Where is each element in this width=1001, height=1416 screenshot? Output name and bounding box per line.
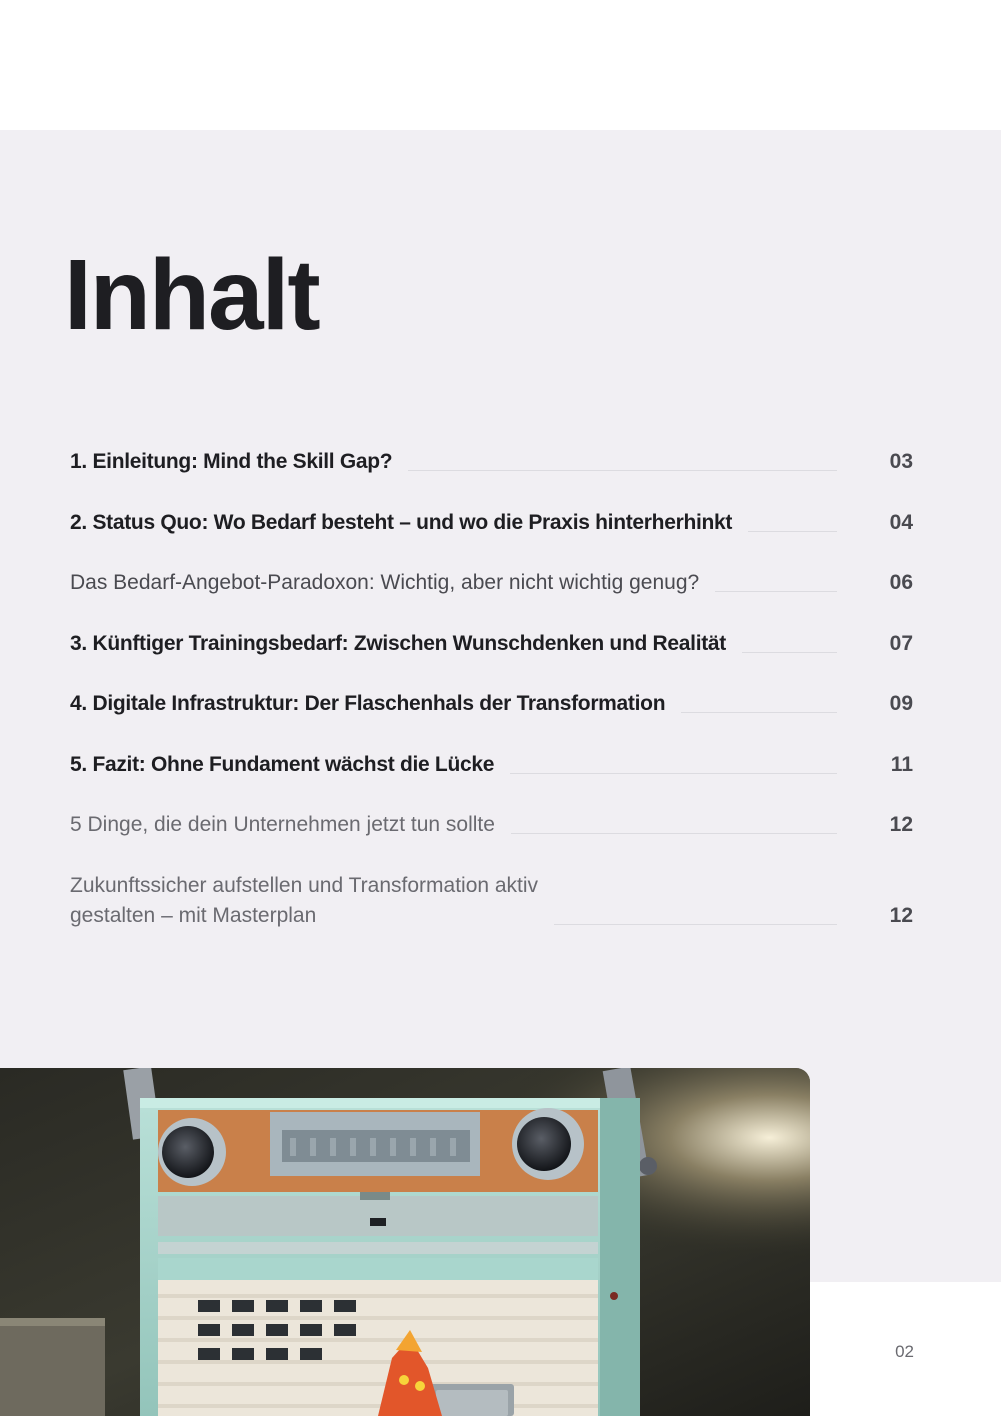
toc-entry-page: 04 [889,511,913,534]
toc-entry-3[interactable] [70,568,913,598]
toc-entry-2[interactable] [70,508,913,538]
toc-leader-line [681,712,837,713]
toc-leader-line [742,652,837,653]
toc-entry-title: Zukunftssicher aufstellen und Transformation aktiv gestalten – mit Masterplan [70,874,539,927]
toc-leader-line [748,531,837,532]
toc-entry-1[interactable] [70,447,913,477]
toc-entry-page: 06 [889,571,913,594]
toc-entry-title: 4. Digitale Infrastruktur: Der Flaschenhals der Transformation [70,692,666,715]
toc-entry-title: 3. Künftiger Trainingsbedarf: Zwischen Wunschdenken und Realität [70,632,726,655]
toc-entry-title: 1. Einleitung: Mind the Skill Gap? [70,450,393,473]
toc-entry-page: 11 [890,753,913,776]
toc-entry-title: 5. Fazit: Ohne Fundament wächst die Lücke [70,753,495,776]
toc-entry-4[interactable] [70,629,913,659]
toc-leader-line [511,833,837,834]
page-number: 02 [895,1342,914,1361]
toc-entry-page: 09 [889,692,913,715]
toc-entry-page: 07 [889,632,913,655]
lego-radio-photo [0,1068,810,1416]
toc-leader-line [715,591,837,592]
toc-leader-line [510,773,837,774]
page-title: Inhalt [64,239,319,351]
toc-entry-title: 2. Status Quo: Wo Bedarf besteht – und wo die Praxis hinterherhinkt [70,511,733,534]
toc-entry-5[interactable] [70,689,913,719]
toc-entry-title: Das Bedarf-Angebot-Paradoxon: Wichtig, aber nicht wichtig genug? [70,571,700,594]
toc-entry-page: 03 [889,450,913,473]
toc-entry-page: 12 [889,813,913,836]
toc-entry-title: 5 Dinge, die dein Unternehmen jetzt tun sollte [70,813,495,836]
toc-entry-page: 12 [889,904,913,927]
toc-leader-line [408,470,837,471]
toc-entry-7[interactable] [70,810,913,840]
toc-leader-line [554,924,837,925]
toc-entry-6[interactable] [70,750,913,780]
toc-entry-8[interactable] [70,871,913,931]
